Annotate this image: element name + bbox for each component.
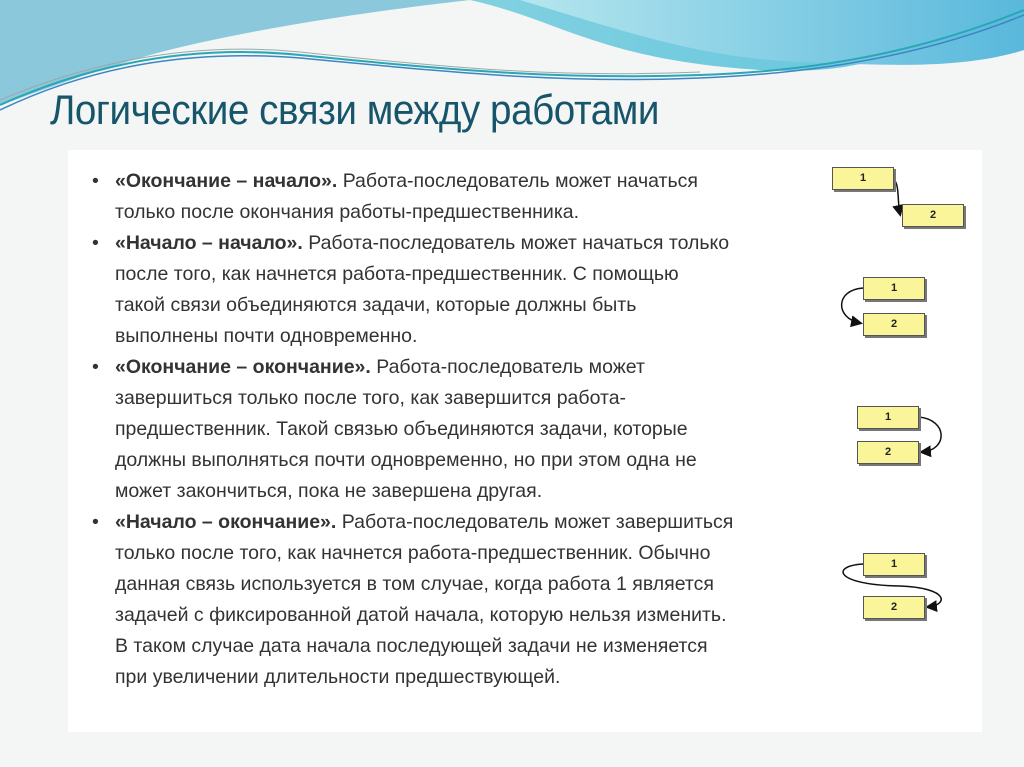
bullet-icon: • [92, 170, 99, 192]
text-line: Работа-последователь может начаться только [302, 232, 730, 254]
term: «Окончание – начало». [115, 170, 338, 192]
text-line: может закончиться, пока не завершена другая. [115, 480, 543, 502]
text-line: предшественник. Такой связью объединяются задачи, которые [115, 418, 688, 440]
text-line: такой связи объединяются задачи, которые должны быть [115, 294, 637, 316]
slide-title: Логические связи между работами [50, 86, 660, 133]
text-line: только после того, как начнется работа-предшественник. Обычно [115, 542, 711, 564]
text-line: Работа-последователь может [370, 356, 645, 378]
bullet-icon: • [92, 356, 99, 378]
text-line: при увеличении длительности предшествующей. [115, 666, 561, 688]
text-line: Работа-последователь может начаться [337, 170, 698, 192]
text-line: данная связь используется в том случае, когда работа 1 является [115, 573, 714, 595]
text-line: задачей с фиксированной датой начала, которую нельзя изменить. [115, 604, 727, 626]
bullet-icon: • [92, 232, 99, 254]
text-line: только после окончания работы-предшественника. [115, 201, 580, 223]
text-line: выполнены почти одновременно. [115, 325, 418, 347]
arrow-finish-start [893, 178, 900, 214]
text-line: завершиться только после того, как завершится работа- [115, 387, 627, 409]
task-box-2: 2 [863, 596, 925, 619]
text-line: должны выполняться почти одновременно, но при этом одна не [115, 449, 697, 471]
text-line: В таком случае дата начала последующей задачи не изменяется [115, 635, 708, 657]
task-box-1: 1 [863, 277, 925, 300]
bullet-icon: • [92, 511, 99, 533]
arrow-start-start [842, 288, 863, 323]
text-line: Работа-последователь может завершиться [336, 511, 734, 533]
arrow-finish-finish [919, 417, 941, 452]
task-box-1: 1 [863, 553, 925, 576]
term: «Начало – окончание». [115, 511, 337, 533]
task-box-1: 1 [832, 167, 894, 190]
term: «Начало – начало». [115, 232, 303, 254]
task-box-2: 2 [863, 313, 925, 336]
text-line: после того, как начнется работа-предшественник. С помощью [115, 263, 679, 285]
task-box-1: 1 [857, 406, 919, 429]
task-box-2: 2 [902, 204, 964, 227]
task-box-2: 2 [857, 441, 919, 464]
term: «Окончание – окончание». [115, 356, 371, 378]
